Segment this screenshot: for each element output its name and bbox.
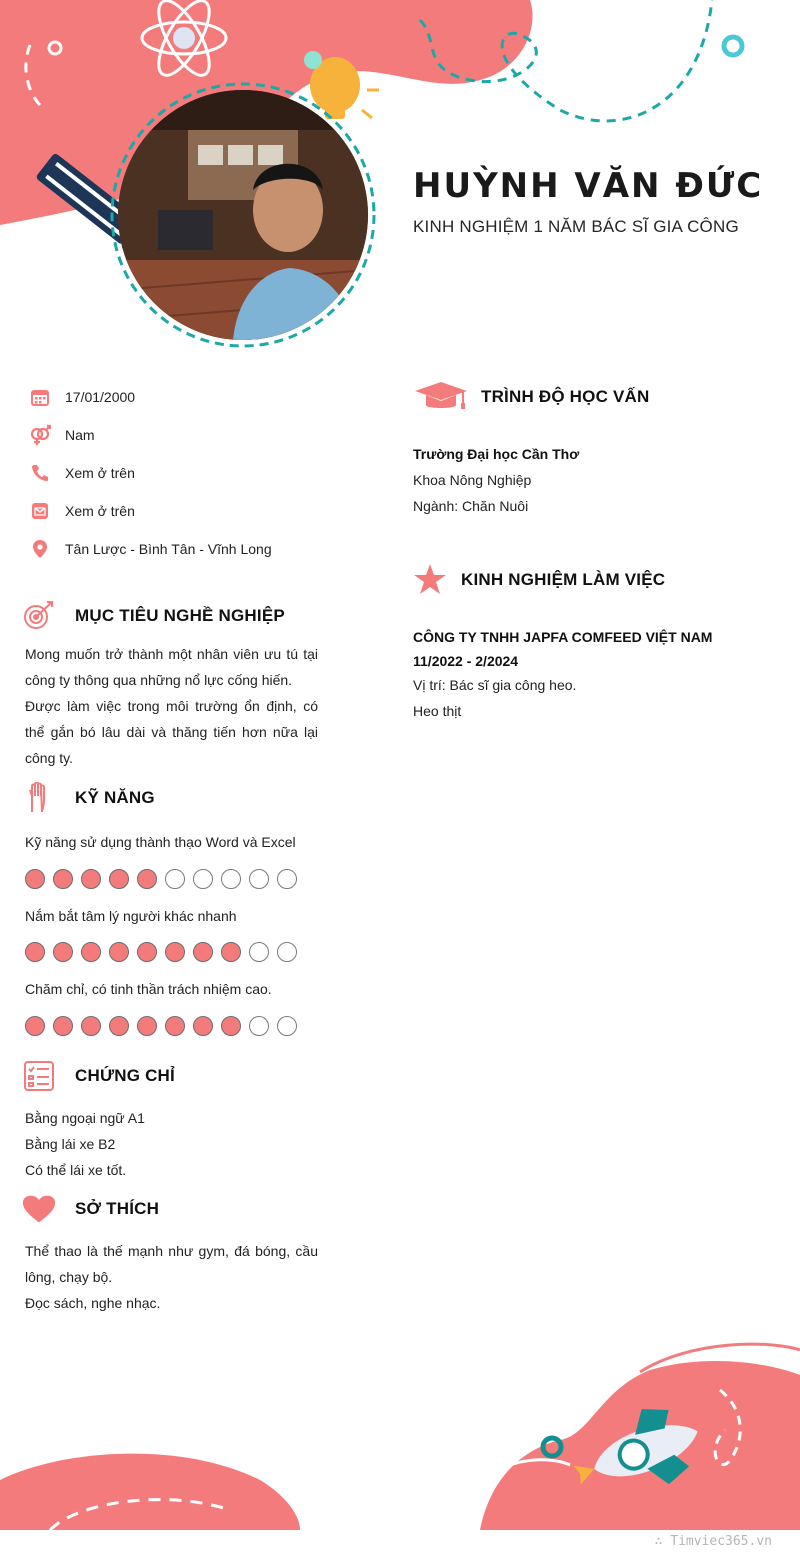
hobbies-heading (22, 1191, 159, 1227)
profile-photo-frame (108, 80, 378, 350)
hobbies-text (25, 1238, 318, 1316)
rating-dot-filled (137, 1016, 157, 1036)
rating-dot-empty (249, 869, 269, 889)
rating-dot-empty (277, 1016, 297, 1036)
rating-dot-empty (277, 869, 297, 889)
skill-name-3: Chăm chỉ, có tinh thần trách nhiệm cao. (25, 981, 272, 997)
major-text: Ngành: Chăn Nuôi (413, 498, 529, 514)
email-icon (28, 499, 52, 523)
skills-title: KỸ NĂNG (75, 788, 155, 807)
certificates-heading (22, 1058, 175, 1094)
position-text: Vị trí: Bác sĩ gia công heo. (413, 677, 577, 693)
rating-dot-empty (277, 942, 297, 962)
rating-dot-filled (165, 942, 185, 962)
contact-birthdate (28, 384, 135, 410)
rating-dot-filled (193, 942, 213, 962)
calendar-icon (28, 385, 52, 409)
email-text: Xem ở trên (65, 503, 135, 519)
rating-dot-filled (109, 869, 129, 889)
rating-dot-filled (81, 942, 101, 962)
skills-heading (22, 780, 155, 816)
certificates-list (25, 1105, 145, 1183)
rating-dot-filled (137, 869, 157, 889)
phone-text: Xem ở trên (65, 465, 135, 481)
rating-dot-filled (25, 869, 45, 889)
rating-dot-filled (165, 1016, 185, 1036)
contact-email (28, 498, 135, 524)
rating-dot-empty (249, 1016, 269, 1036)
experience-detail: Heo thịt (413, 703, 462, 719)
faculty-text: Khoa Nông Nghiệp (413, 472, 532, 488)
education-title: TRÌNH ĐỘ HỌC VẤN (481, 387, 650, 406)
experience-title: KINH NGHIỆM LÀM VIỆC (461, 570, 666, 589)
star-icon (413, 563, 447, 597)
school-name: Trường Đại học Cần Thơ (413, 446, 580, 462)
skill-rating-3 (25, 1016, 297, 1036)
heart-icon (22, 1192, 56, 1226)
skill-rating-2 (25, 942, 297, 962)
experience-heading (413, 562, 665, 598)
objective-paragraph-2: Được làm việc trong môi trường ổn định, có thể gắn bó lâu dài và thăng tiến hơn nữa lại công ty. (25, 698, 318, 766)
gender-text: Nam (65, 427, 95, 443)
rating-dot-filled (81, 1016, 101, 1036)
phone-icon (28, 461, 52, 485)
rating-dot-filled (53, 869, 73, 889)
rating-dot-filled (53, 1016, 73, 1036)
rating-dot-filled (25, 942, 45, 962)
contact-phone (28, 460, 135, 486)
objective-paragraph-1: Mong muốn trở thành một nhân viên ưu tú tại công ty thông qua những nổ lực cống hiến. (25, 646, 318, 688)
rating-dot-empty (249, 942, 269, 962)
company-name: CÔNG TY TNHH JAPFA COMFEED VIỆT NAM (413, 629, 713, 645)
rating-dot-filled (53, 942, 73, 962)
rating-dot-filled (25, 1016, 45, 1036)
rating-dot-filled (193, 1016, 213, 1036)
certificates-title: CHỨNG CHỈ (75, 1066, 175, 1085)
contact-gender (28, 422, 95, 448)
contact-address (28, 536, 272, 562)
hobbies-title: SỞ THÍCH (75, 1199, 160, 1218)
hobbies-paragraph-1: Thể thao là thế mạnh như gym, đá bóng, cầu lông, chạy bộ. (25, 1243, 318, 1285)
skill-rating-1 (25, 869, 297, 889)
objective-heading (22, 598, 285, 634)
certificate-item: Bằng lái xe B2 (25, 1136, 116, 1152)
checklist-icon (22, 1059, 56, 1093)
education-heading (413, 379, 649, 415)
certificate-item: Có thể lái xe tốt. (25, 1162, 127, 1178)
target-icon (22, 599, 56, 633)
profile-photo (118, 90, 368, 340)
certificate-item: Bằng ngoại ngữ A1 (25, 1110, 145, 1126)
location-pin-icon (28, 537, 52, 561)
candidate-name: HUỲNH VĂN ĐỨC (413, 166, 764, 206)
hand-icon (22, 781, 56, 815)
rating-dot-filled (109, 1016, 129, 1036)
hobbies-paragraph-2: Đọc sách, nghe nhạc. (25, 1295, 161, 1311)
rating-dot-filled (137, 942, 157, 962)
candidate-subtitle: KINH NGHIỆM 1 NĂM BÁC SĨ GIA CÔNG (413, 217, 739, 236)
rating-dot-filled (221, 942, 241, 962)
graduation-cap-icon (413, 380, 469, 414)
objective-text (25, 641, 318, 771)
birthdate-text: 17/01/2000 (65, 389, 136, 405)
rating-dot-empty (165, 869, 185, 889)
watermark: ∴ Timviec365.vn (654, 1534, 772, 1549)
rating-dot-empty (221, 869, 241, 889)
rating-dot-filled (221, 1016, 241, 1036)
rating-dot-filled (109, 942, 129, 962)
education-details (413, 441, 579, 519)
rating-dot-empty (193, 869, 213, 889)
gender-icon (28, 423, 52, 447)
objective-title: MỤC TIÊU NGHỀ NGHIỆP (75, 606, 285, 625)
skill-name-1: Kỹ năng sử dụng thành thạo Word và Excel (25, 834, 296, 850)
work-period: 11/2022 - 2/2024 (413, 653, 519, 669)
skill-name-2: Nắm bắt tâm lý người khác nhanh (25, 908, 237, 924)
experience-details (413, 624, 712, 724)
address-text: Tân Lược - Bình Tân - Vĩnh Long (65, 541, 272, 557)
footer-decoration (0, 1330, 800, 1530)
rating-dot-filled (81, 869, 101, 889)
